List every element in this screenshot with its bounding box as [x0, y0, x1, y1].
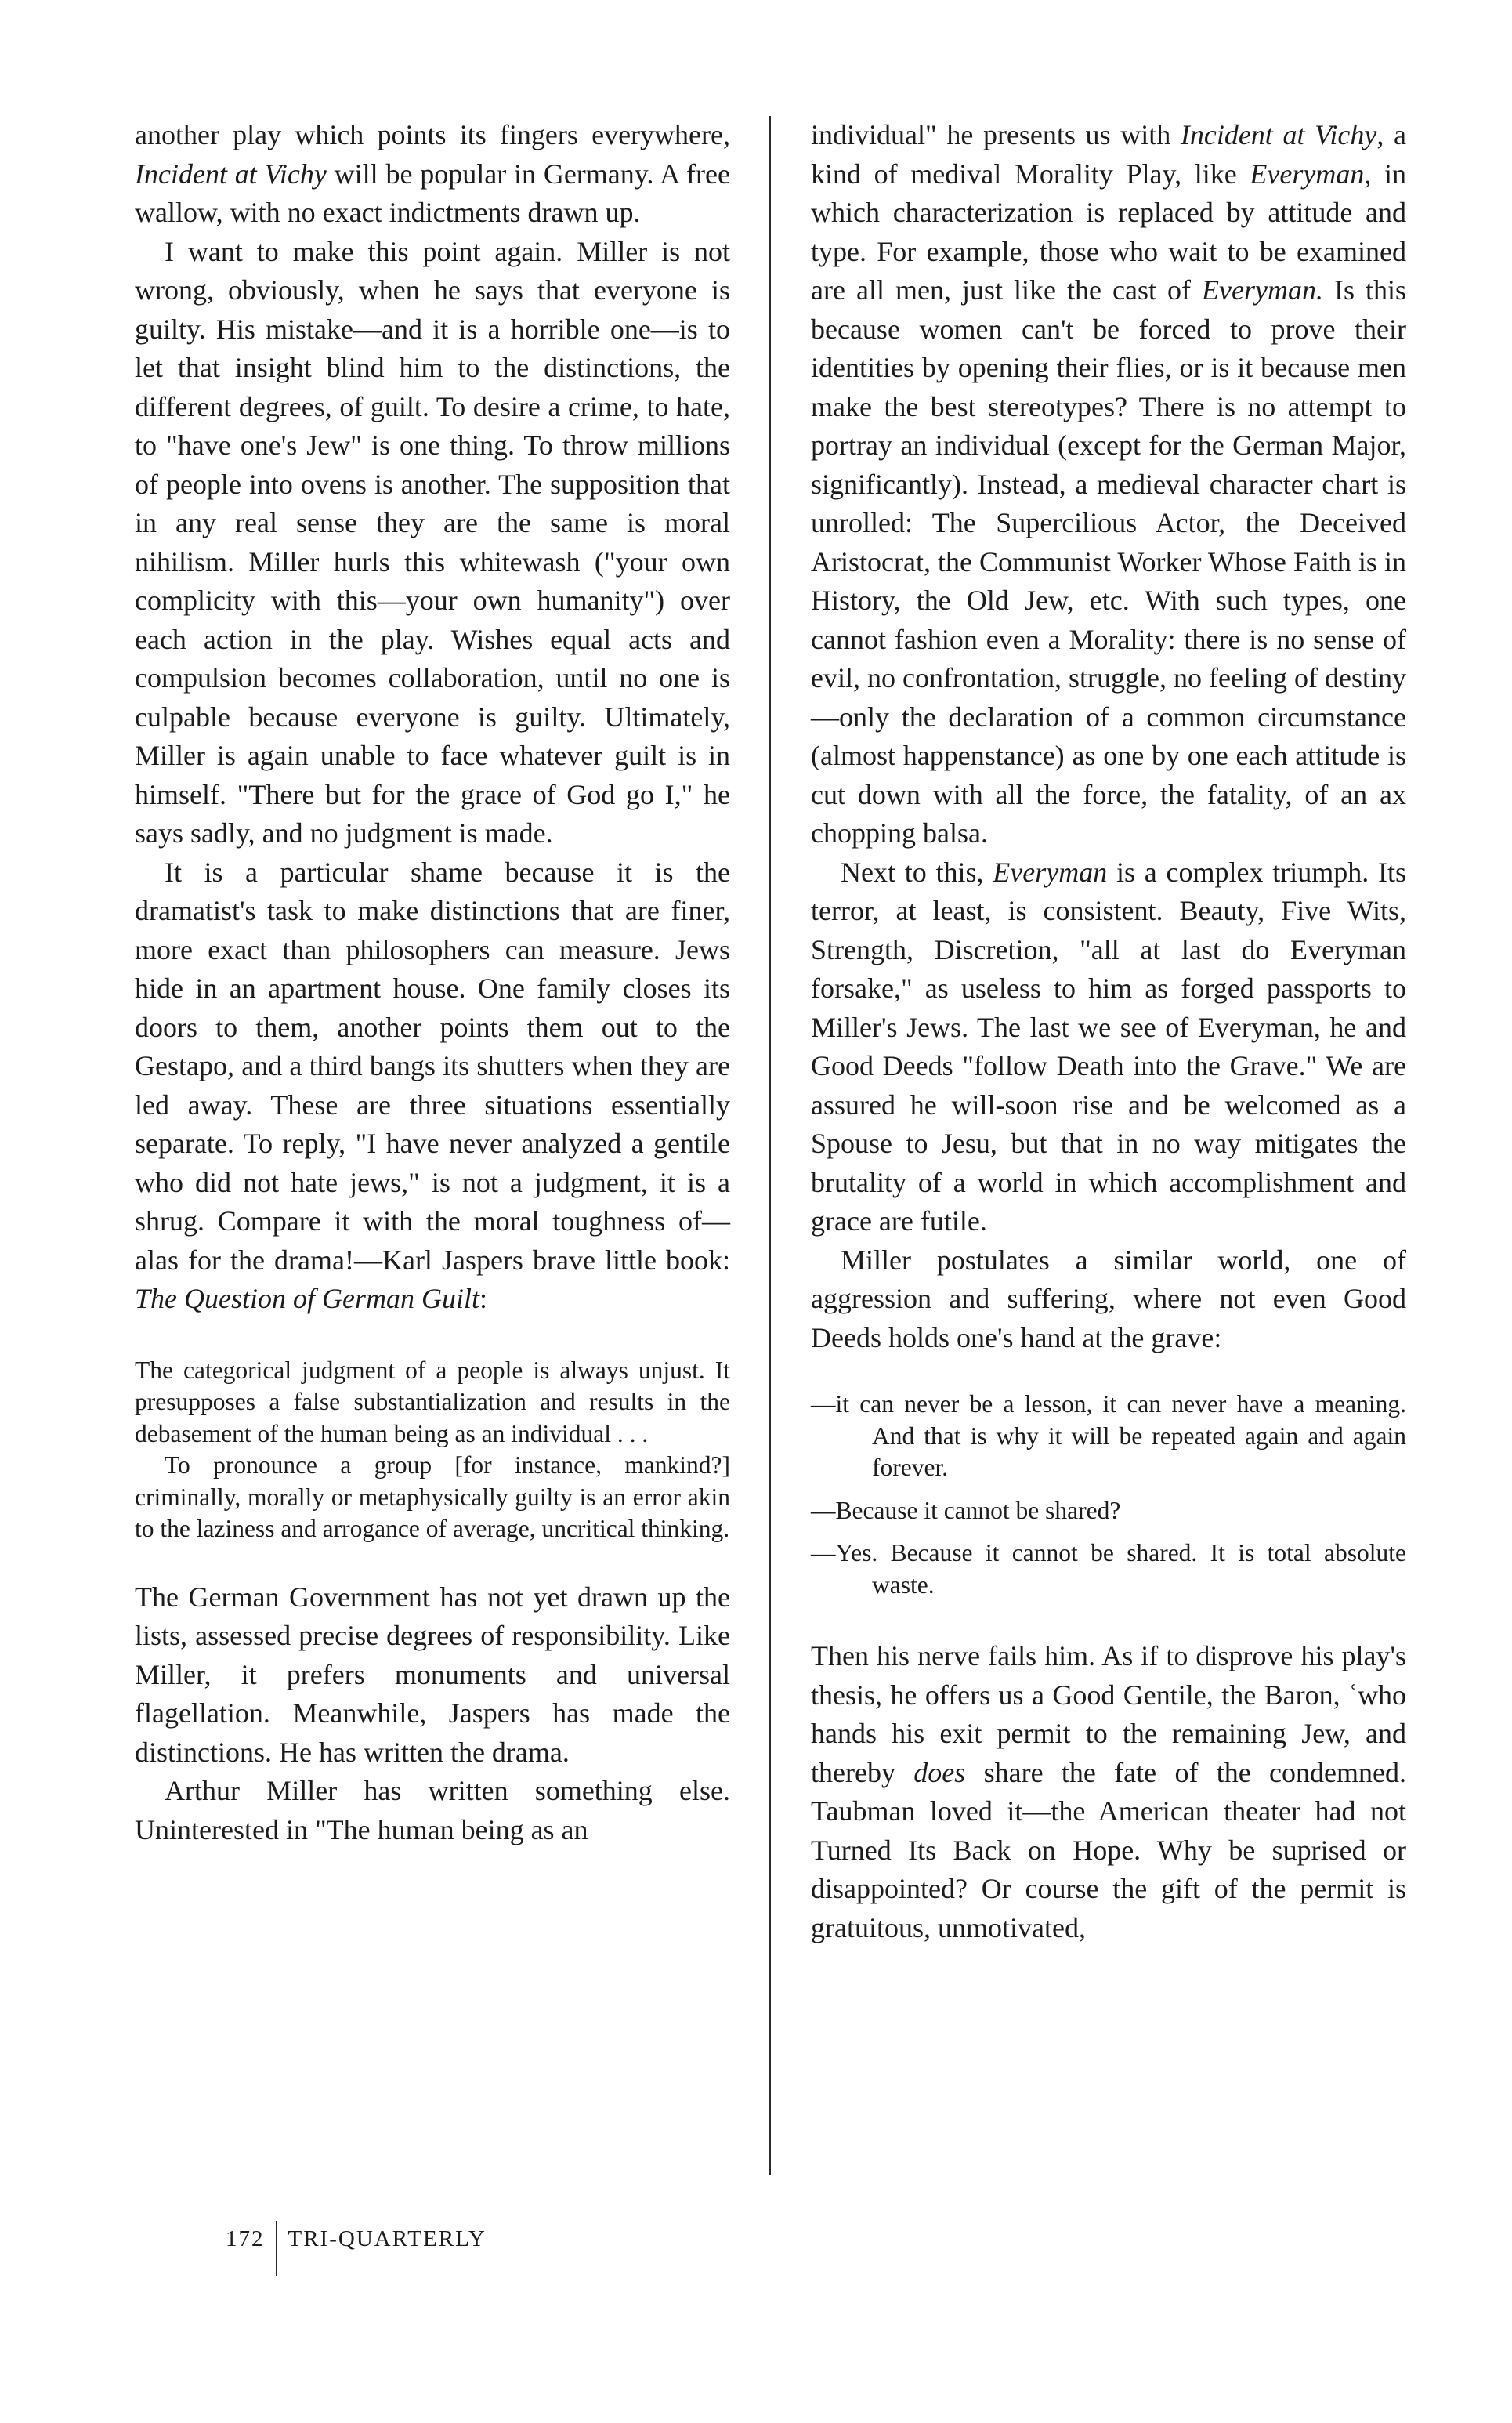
- title-reference: Incident at Vichy: [135, 158, 327, 190]
- right-column: [811, 116, 1406, 1947]
- title-reference: Everyman: [993, 856, 1108, 888]
- title-reference: The Question of German Guilt: [135, 1283, 479, 1314]
- dialogue-line: —Because it cannot be shared?: [811, 1496, 1121, 1524]
- paragraph: Next to this, Everyman is a complex triumph. Its terror, at least, is consistent. Beauty, Five Wits, Strength, Discretion, "all at last do Everyman forsake," as useless to him as forged passports to Miller's Jews. The last we see of Everyman, he and Good Deeds "follow Death into the Grave." We are assured he will-soon rise and be welcomed as a Spouse to Jesu, but that in no way mitigates the brutality of a world in which accomplishment and grace are futile.: [811, 856, 1406, 1237]
- title-reference: Incident at Vichy: [1180, 119, 1377, 150]
- paragraph: Miller postulates a similar world, one of aggression and suffering, where not even Good Deeds holds one's hand at the grave:: [811, 1244, 1406, 1353]
- dialogue-quote: [811, 1389, 1406, 1601]
- page-footer: [226, 2211, 487, 2266]
- footer-divider: [276, 2221, 277, 2276]
- dialogue-line: —it can never be a lesson, it can never have a meaning. And that is why it will be repeated again and again forever.: [811, 1390, 1406, 1481]
- paragraph: I want to make this point again. Miller is not wrong, obviously, when he says that everyone is guilty. His mistake—and it is a horrible one—is to let that insight blind him to the distinctions, the different degrees, of guilt. To desire a crime, to hate, to "have one's Jew" is one thing. To throw millions of people into ovens is another. The supposition that in any real sense they are the same is moral nihilism. Miller hurls this whitewash ("your own complicity with this—your own humanity") over each action in the play. Wishes equal acts and compulsion becomes collaboration, until no one is culpable because everyone is guilty. Ultimately, Miller is again unable to face whatever guilt is in himself. "There but for the grace of God go I," he says sadly, and no judgment is made.: [135, 235, 730, 849]
- dialogue-line: —Yes. Because it cannot be shared. It is total absolute waste.: [811, 1539, 1406, 1599]
- page-number: 172: [226, 2226, 265, 2251]
- paragraph: It is a particular shame because it is the dramatist's task to make distinctions that are finer, more exact than philosophers can measure. Jews hide in an apartment house. One family closes its doors to them, another points them out to the Gestapo, and a third bangs its shutters when they are led away. These are three situations essentially separate. To reply, "I have never analyzed a gentile who did not hate jews," is not a judgment, it is a shrug. Compare it with the moral toughness of—alas for the drama!—Karl Jaspers brave little book: The Question of German Guilt:: [135, 856, 730, 1314]
- left-column: [135, 116, 730, 1849]
- quote-paragraph: The categorical judgment of a people is always unjust. It presupposes a false substantialization and results in the debasement of the human being as an individual . . .: [135, 1356, 730, 1447]
- paragraph: another play which points its fingers everywhere, Incident at Vichy will be popular in Germany. A free wallow, with no exact indictments drawn up.: [135, 119, 730, 228]
- title-reference: Everyman.: [1202, 274, 1323, 306]
- quote-paragraph: To pronounce a group [for instance, mankind?] criminally, morally or metaphysically guilty is an error akin to the laziness and arrogance of average, uncritical thinking.: [135, 1451, 730, 1542]
- column-divider: [769, 116, 771, 2175]
- paragraph: Then his nerve fails him. As if to disprove his play's thesis, he offers us a Good Gentile, the Baron, ʿwho hands his exit permit to the remaining Jew, and thereby does share the fate of the condemned. Taubman loved it—the American theater had not Turned Its Back on Hope. Why be suprised or disappointed? Or course the gift of the permit is gratuitous, unmotivated,: [811, 1640, 1406, 1943]
- paragraph: The German Government has not yet drawn up the lists, assessed precise degrees of responsibility. Like Miller, it prefers monuments and universal flagellation. Meanwhile, Jaspers has made the distinctions. He has written the drama.: [135, 1581, 730, 1768]
- title-reference: Everyman: [1250, 158, 1365, 190]
- block-quote: [135, 1355, 730, 1545]
- paragraph: Arthur Miller has written something else. Uninterested in "The human being as an: [135, 1775, 730, 1845]
- emphasis: does: [913, 1756, 966, 1788]
- journal-title: TRI-QUARTERLY: [288, 2226, 487, 2251]
- paragraph: individual" he presents us with Incident at Vichy, a kind of medival Morality Play, like Everyman, in which characterization is replaced by attitude and type. For example, those who wait to be examined are all men, just like the cast of Everyman. Is this because women can't be forced to prove their identities by opening their flies, or is it because men make the best stereotypes? There is no attempt to portray an individual (except for the German Major, significantly). Instead, a medieval character chart is unrolled: The Supercilious Actor, the Deceived Aristocrat, the Communist Worker Whose Faith is in History, the Old Jew, etc. With such types, one cannot fashion even a Morality: there is no sense of evil, no confrontation, struggle, no feeling of destiny—only the declaration of a common circumstance (almost happenstance) as one by one each attitude is cut down with all the force, the fatality, of an ax chopping balsa.: [811, 119, 1407, 849]
